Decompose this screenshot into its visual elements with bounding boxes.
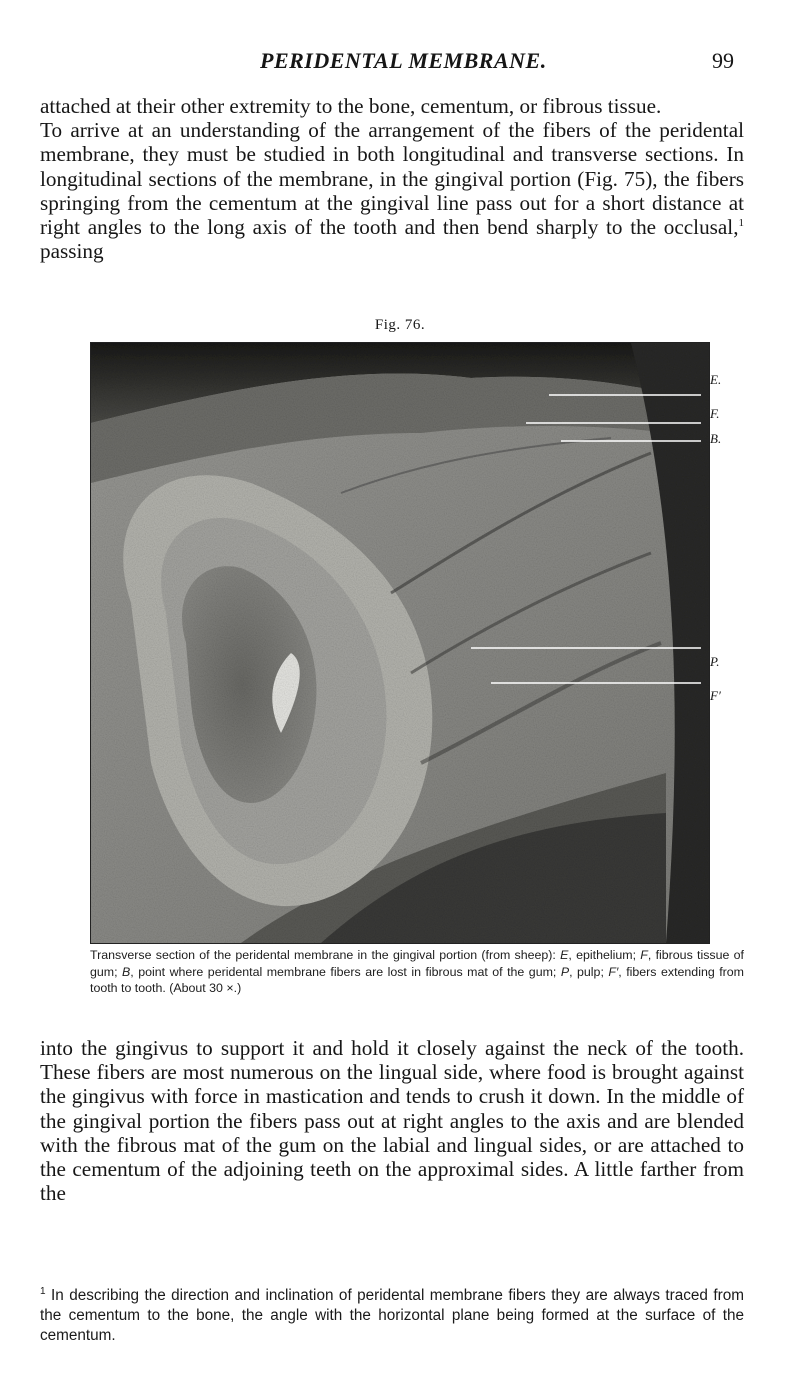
caption-key-e: E — [560, 948, 569, 962]
figure-caption — [90, 947, 744, 997]
caption-intro: Transverse section of the peridental membrane in the gingival portion (from sheep): — [90, 948, 561, 962]
caption-text-b: , point where peridental membrane fibers are lost in fibrous mat of the gum; — [130, 964, 561, 979]
continued-text — [40, 94, 744, 118]
caption-key-f-prime: F′ — [608, 964, 619, 979]
continued-line-1: attached at their other extremity to the bone, cementum, or fibrous — [40, 94, 603, 118]
caption-key-b: B — [122, 964, 131, 979]
caption-text-f: , fibrous tissue of gum; — [90, 948, 744, 979]
paragraph-arrangement-end: passing — [40, 239, 104, 264]
figure-label-f: F. — [710, 406, 720, 421]
running-title: PERIDENTAL MEMBRANE. — [260, 48, 547, 73]
figure-label-e: E. — [710, 372, 722, 387]
body-paragraph-top — [40, 94, 744, 263]
footnote — [40, 1286, 744, 1346]
figure-title: Fig. 76. — [374, 317, 426, 333]
footnote-reference[interactable]: 1 — [738, 216, 744, 229]
footnote-text: In describing the direction and inclination of peridental membrane fibers they are always traced from the cementum to the bone, the angle with the horizontal plane being formed at the surface of the cementum. — [40, 1287, 744, 1344]
paragraph-arrangement — [40, 118, 744, 263]
figure-label-f-prime: F′ — [710, 688, 721, 703]
caption-text-e: , epithelium; — [568, 948, 641, 962]
body-paragraph-bottom — [40, 1036, 744, 1205]
caption-key-p: P — [560, 964, 570, 979]
continued-line-2: tissue. — [607, 94, 662, 118]
figure-label-p: P. — [710, 654, 720, 669]
caption-text-f-prime: , fibers extending from tooth to tooth. (About 30 ×.) — [90, 964, 744, 995]
micrograph-image — [91, 343, 709, 943]
running-header — [0, 48, 800, 78]
paragraph-arrangement-text: To arrive at an understanding of the arrangement of the fibers of the peridental membrane, they must be studied in both longitudinal and transverse sections. In longitudinal sections of the membrane, in the gingival portion (Fig. 75), the fibers springing from the cementum at the gingival line pass out for a short distance at right angles to the long axis of the tooth and then bend sharply to the occlusal, — [40, 118, 744, 240]
page-number: 99 — [712, 48, 734, 73]
figure-label-b: B. — [710, 431, 722, 446]
micrograph-figure — [90, 342, 710, 944]
paragraph-gingivus: into the gingivus to support it and hold it closely against the neck of the tooth. These fibers are most numerous on the lingual side, where food is brought against the gingivus with force in mastication and tends to crush it down. In the middle of the gingival portion the fibers pass out at right angles to the axis and are blended with the fibrous mat of the gum on the labial and lingual sides, or are attached to the cementum of the adjoining teeth on the approximal sides. A little farther from the — [40, 1036, 744, 1206]
caption-key-f: F — [640, 948, 648, 962]
footnote-mark: 1 — [40, 1285, 46, 1297]
caption-text-p: , pulp; — [569, 964, 609, 979]
